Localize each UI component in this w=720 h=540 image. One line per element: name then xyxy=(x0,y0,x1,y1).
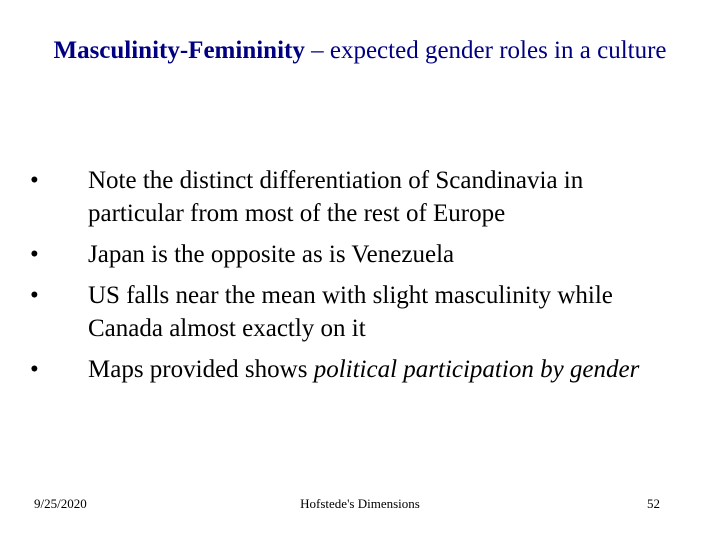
bullet-item xyxy=(30,279,650,345)
bullet-text: Japan is the opposite as is Venezuela xyxy=(88,241,455,268)
bullet-text-italic: political participation by gender xyxy=(313,356,640,383)
bullet-dot: • xyxy=(30,241,39,268)
bullet-text: Note the distinct differentiation of Scandinavia in particular from most of the rest of Europe xyxy=(88,167,584,227)
footer-date: 9/25/2020 xyxy=(34,496,87,511)
bullet-item xyxy=(30,238,650,271)
page-number: 52 xyxy=(647,496,660,511)
footer-title: Hofstede's Dimensions xyxy=(300,496,420,511)
bullet-text: US falls near the mean with slight masculinity while Canada almost exactly on it xyxy=(88,282,613,342)
bullet-dot: • xyxy=(30,356,39,383)
bullet-dot: • xyxy=(30,282,39,309)
title-definition: – expected gender roles in a culture xyxy=(304,37,667,64)
slide-title xyxy=(40,34,680,67)
bullet-item xyxy=(30,353,650,386)
title-term: Masculinity-Femininity xyxy=(53,37,305,64)
bullet-dot: • xyxy=(30,167,39,194)
bullet-text: Maps provided shows xyxy=(88,356,314,383)
bullet-list xyxy=(30,164,650,394)
bullet-item xyxy=(30,164,650,230)
